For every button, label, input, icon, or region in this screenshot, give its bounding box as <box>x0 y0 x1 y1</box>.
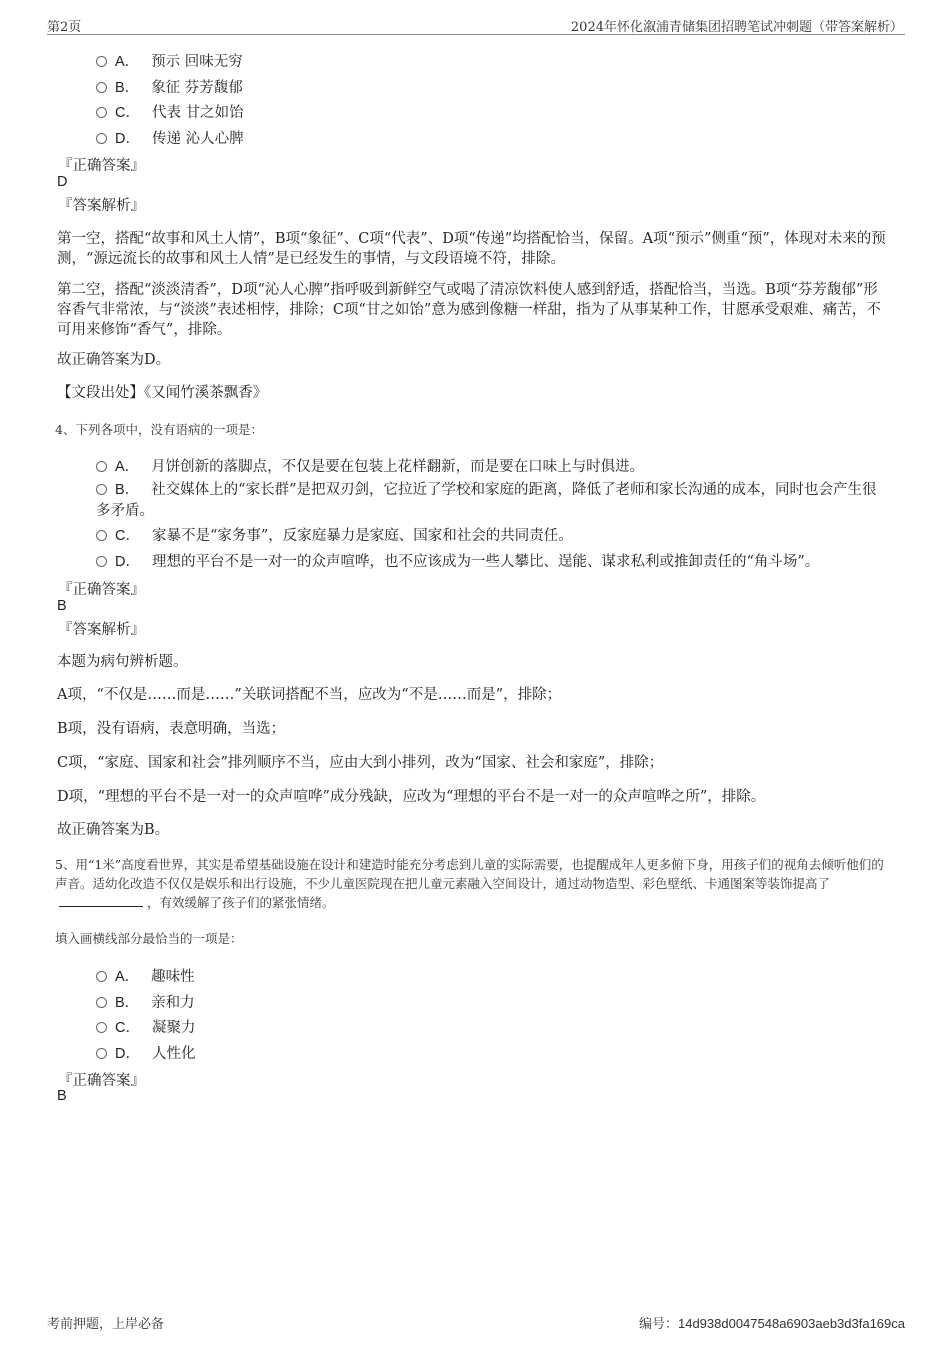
q3-source: 【文段出处】《又闻竹溪茶飘香》 <box>57 385 268 401</box>
radio-icon[interactable] <box>96 997 107 1008</box>
q4-option-b[interactable]: B． 社交媒体上的“家长群”是把双刃剑，它拉近了学校和家庭的距离，降低了老师和家长沟通的成本，同时也会产生很多矛盾。 <box>96 482 877 519</box>
q3-answer-tag: 『正确答案』 <box>58 158 145 174</box>
q5-option-c[interactable]: C． 凝聚力 <box>96 1016 195 1037</box>
q5-answer-tag: 『正确答案』 <box>58 1073 145 1089</box>
q4-analysis-p2: A项，“不仅是……而是……”关联词搭配不当，应改为“不是……而是”，排除； <box>57 687 562 703</box>
q3-option-c[interactable]: C． 代表 甘之如饴 <box>96 101 244 122</box>
q5-stem: 5、用“1米”高度看世界，其实是希望基础设施在设计和建造时能充分考虑到儿童的实际需要，也提醒成年人更多俯下身，用孩子们的视角去倾听他们的声音。适幼化改造不仅仅是娱乐和出行设施，不少儿童医院现在把儿童元素融入空间设计，通过动物造型、彩色壁纸、卡通图案等装饰提高了，有效缓解了孩子们的紧张情绪。 <box>55 857 884 910</box>
radio-icon[interactable] <box>96 1022 107 1033</box>
radio-icon[interactable] <box>96 133 107 144</box>
q4-analysis-p3: B项，没有语病，表意明确，当选； <box>57 721 286 737</box>
footer-slogan: 考前押题，上岸必备 <box>47 1317 165 1332</box>
q4-option-d[interactable]: D． 理想的平台不是一对一的众声喧哗，也不应该成为一些人攀比、逞能、谋求私利或推卸责任的“角斗场”。 <box>96 550 819 571</box>
radio-icon[interactable] <box>96 56 107 67</box>
q3-option-d[interactable]: D． 传递 沁人心脾 <box>96 127 244 148</box>
q3-analysis-p1: 第一空，搭配“故事和风土人情”，B项“象征”、C项“代表”、D项“传递”均搭配恰当，保留。A项“预示”侧重“预”，体现对未来的预测，“源远流长的故事和风土人情”是已经发生的事情，与文段语境不符，排除。 <box>57 231 886 267</box>
q5-option-b[interactable]: B． 亲和力 <box>96 991 195 1012</box>
q5-option-a[interactable]: A． 趣味性 <box>96 965 195 986</box>
fill-blank <box>59 894 143 907</box>
q3-answer: D <box>57 174 68 190</box>
q4-analysis-p6: 故正确答案为B。 <box>57 822 170 838</box>
radio-icon[interactable] <box>96 971 107 982</box>
radio-icon[interactable] <box>96 82 107 93</box>
q4-analysis-tag: 『答案解析』 <box>58 622 145 638</box>
q4-analysis-p1: 本题为病句辨析题。 <box>57 654 188 670</box>
q5-answer: B <box>57 1088 67 1104</box>
page-number: 第2页 <box>47 20 82 35</box>
q4-answer: B <box>57 598 67 614</box>
q3-option-b[interactable]: B． 象征 芬芳馥郁 <box>96 76 243 97</box>
q4-analysis-p5: D项，“理想的平台不是一对一的众声喧哗”成分残缺，应改为“理想的平台不是一对一的众声喧哗之所”，排除。 <box>57 789 766 805</box>
q4-option-c[interactable]: C． 家暴不是“家务事”，反家庭暴力是家庭、国家和社会的共同责任。 <box>96 524 573 545</box>
q3-option-a[interactable]: A． 预示 回味无穷 <box>96 50 243 71</box>
q3-analysis-p2: 第二空，搭配“淡淡清香”，D项“沁人心脾”指呼吸到新鲜空气或喝了清凉饮料使人感到舒适，搭配恰当，当选。B项“芬芳馥郁”形容香气非常浓，与“淡淡”表述相悖，排除；C项“甘之如饴”意为感到像糖一样甜，指为了从事某种工作，甘愿承受艰难、痛苦，不可用来修饰“香气”，排除。 <box>57 282 881 338</box>
q4-analysis-p4: C项，“家庭、国家和社会”排列顺序不当，应由大到小排列，改为“国家、社会和家庭”，排除； <box>57 755 664 771</box>
document-title: 2024年怀化溆浦青储集团招聘笔试冲刺题（带答案解析） <box>570 20 903 35</box>
document-id: 编号：14d938d0047548a6903aeb3d3fa169ca <box>638 1316 905 1331</box>
radio-icon[interactable] <box>96 107 107 118</box>
radio-icon[interactable] <box>96 461 107 472</box>
radio-icon[interactable] <box>96 484 107 495</box>
q5-option-d[interactable]: D． 人性化 <box>96 1042 195 1063</box>
q4-answer-tag: 『正确答案』 <box>58 582 145 598</box>
radio-icon[interactable] <box>96 556 107 567</box>
radio-icon[interactable] <box>96 1048 107 1059</box>
q5-prompt: 填入画横线部分最恰当的一项是： <box>55 931 243 946</box>
q4-option-a[interactable]: A． 月饼创新的落脚点，不仅是要在包装上花样翻新，而是要在口味上与时俱进。 <box>96 455 644 476</box>
page-footer <box>47 1313 905 1332</box>
page-header <box>47 14 905 35</box>
q3-analysis-p3: 故正确答案为D。 <box>57 352 171 368</box>
q4-stem: 4、下列各项中，没有语病的一项是： <box>55 422 263 437</box>
q3-analysis-tag: 『答案解析』 <box>58 198 145 214</box>
radio-icon[interactable] <box>96 530 107 541</box>
